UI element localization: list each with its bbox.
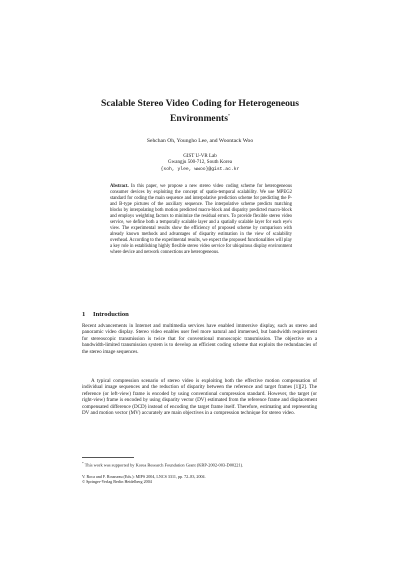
title-line-2	[60, 110, 340, 125]
title-line-2-text: Environments	[170, 113, 228, 125]
footnote	[82, 461, 317, 468]
publication-credits	[82, 474, 317, 484]
credits-line-1: V. Roca and F. Rousseau (Eds.): MIPS 2004, LNCS 3311, pp. 72–83, 2004.	[82, 474, 206, 479]
title-footnote-mark: *	[227, 113, 230, 118]
abstract	[110, 184, 292, 256]
abstract-text: In this paper, we propose a new stereo video coding scheme for heterogeneous consumer devices by exploiting the concept of spatio-temporal scalability. We use MPEG2 standard for coding the main sequence and interpolative prediction scheme for predicting the P- and B-type pictures of the auxiliary sequence. The interpolative scheme predicts matching blocks by interpolating both motion predicted macro-block and disparity predicted macro-block and employs weighting factors to minimize the residual errors. To provide flexible stereo video service, we define both a temporally scalable layer and a spatially scalable layer for each eye's view. The experimental results show the efficiency of proposed scheme by comparison with already known methods and advantages of disparity estimation in the view of scalability overhead. According to the experimental results, we expect the proposed functionalities will play a key role in establishing highly flexible stereo video service for ubiquitous display environment where device and network connections are heterogeneous.	[110, 184, 293, 255]
copyright-line: © Springer-Verlag Berlin Heidelberg 2004	[82, 479, 152, 485]
abstract-label: Abstract.	[110, 184, 129, 189]
affiliation-block	[60, 154, 340, 173]
intro-paragraph-2: A typical compression scenario of stereo video is exploiting both the effective motion compensation of individual image sequences and the reduction of disparity between the reference and target frames [1][2]. The reference (or left-view) frame is encoded by using conventional compression standard. However, the target (or right-view) frame is encoded by using disparity vector (DV) estimated from the reference frame and displacement compensated difference (DCD) instead of encoding the target frame itself. Therefore, estimating and representing DV and motion vector (MV) accurately are main objectives in a compression technique for stereo video.	[82, 378, 317, 417]
affiliation-address: Gwangju 500-712, South Korea	[168, 160, 232, 166]
intro-paragraph-1: Recent advancements in Internet and multimedia services have enabled immersive display, such as stereo and panoramic video display. Stereo video enables user feel more natural and immersed, but bandwidth requirement for stereoscopic transmission is twice that for conventional monoscopic transmission. The objective on a bandwidth-limited transmission system is to develop an efficient coding scheme that exploits the redundancies of the stereo image sequences.	[82, 323, 317, 355]
section-heading	[82, 311, 322, 319]
affiliation-lab: GIST U-VR Lab	[183, 154, 217, 159]
section-number: 1	[82, 311, 86, 318]
author-list: Sehchan Oh, Youngho Lee, and Woontack Woo	[146, 138, 254, 144]
section-title: Introduction	[93, 311, 129, 318]
footnote-text: This work was supported by Korea Research Foundation Grant (KRP-2002-003-D00221).	[84, 462, 244, 468]
title-line-1: Scalable Stereo Video Coding for Heterogeneous	[101, 98, 299, 109]
paper-title	[60, 98, 340, 125]
footnote-divider	[82, 457, 134, 458]
affiliation-emails: {soh, ylee, wwoo}@gist.ac.kr	[160, 166, 240, 172]
footnote-mark: *	[82, 461, 84, 465]
